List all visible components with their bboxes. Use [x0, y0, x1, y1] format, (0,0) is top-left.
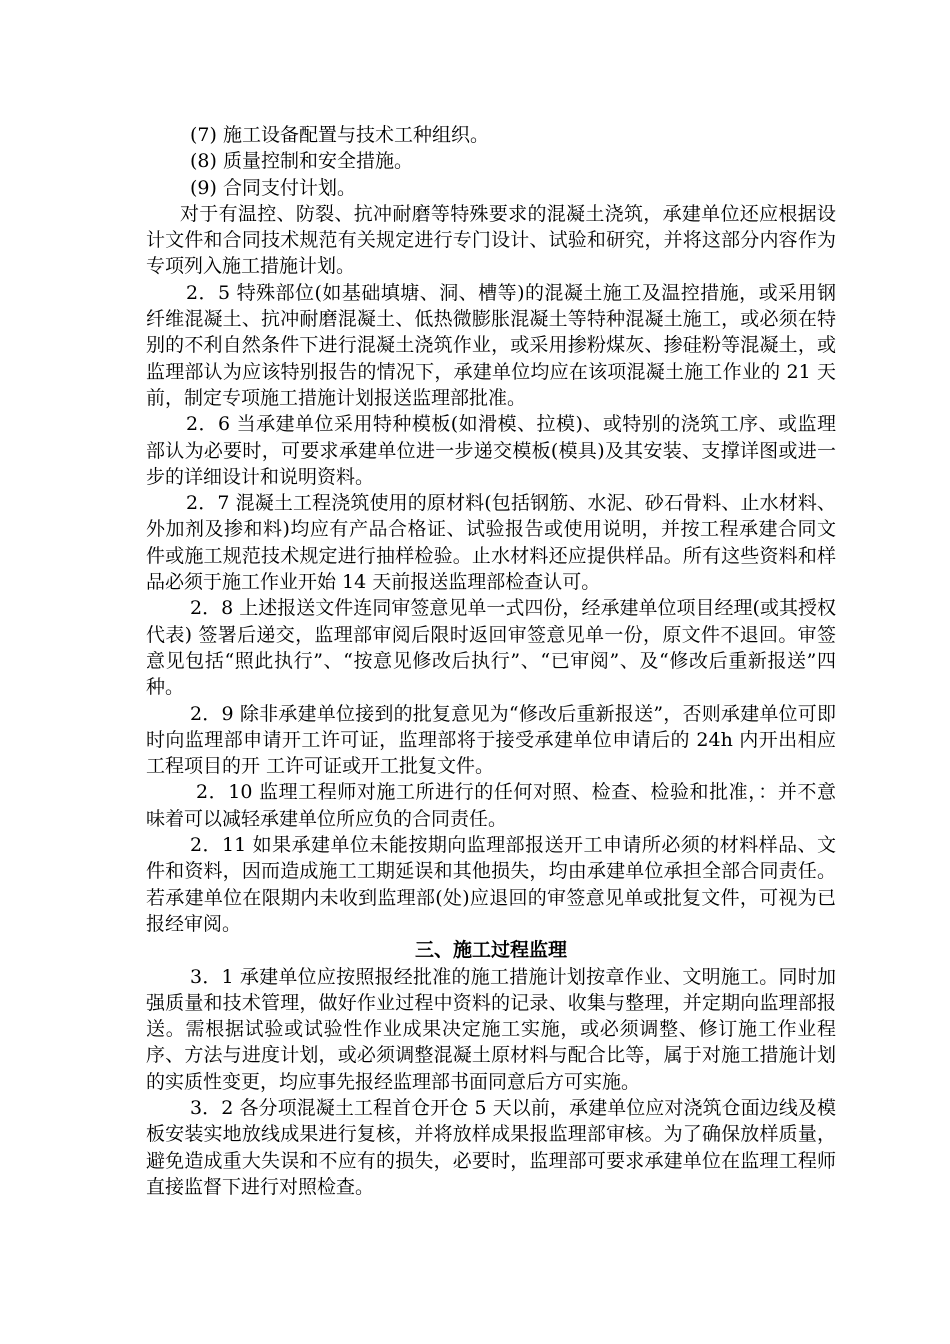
- list-item-8: (8) 质量控制和安全措施。: [190, 150, 413, 173]
- paragraph-2-7: 2．7 混凝土工程浇筑使用的原材料(包括钢筋、水泥、砂石骨料、止水材料、外加剂及掺和料)均应有产品合格证、试验报告或使用说明，并按工程承建合同文件或施工规范技术规定进行抽样检验。止水材料还应提供样品。所有这些资料和样品必须于施工作业开始 14 天前报送监理部检查认可。: [146, 492, 836, 594]
- list-item-7: (7) 施工设备配置与技术工种组织。: [190, 124, 489, 146]
- paragraph-2-6: 2．6 当承建单位采用特种模板(如滑模、拉模)、或特别的浇筑工序、或监理部认为必要时，可要求承建单位进一步递交模板(模具)及其安装、支撑详图或进一步的详细设计和说明资料。: [146, 413, 836, 488]
- paragraph-special-requirements: 对于有温控、防裂、抗冲耐磨等特殊要求的混凝土浇筑，承建单位还应根据设计文件和合同技术规范有关规定进行专门设计、试验和研究，并将这部分内容作为专项列入施工措施计划。: [146, 202, 836, 278]
- document-page: [146, 122, 836, 1200]
- paragraph-2-9: 2．9 除非承建单位接到的批复意见为“修改后重新报送”，否则承建单位可即时向监理部申请开工许可证，监理部将于接受承建单位申请后的 24h 内开出相应工程项目的开 工许可证或开工批复文件。: [146, 702, 836, 778]
- list-item-9: (9) 合同支付计划。: [190, 176, 356, 199]
- paragraph-2-10: 2．10 监理工程师对施工所进行的任何对照、检查、检验和批准，：并不意味着可以减轻承建单位所应负的合同责任。: [146, 781, 836, 830]
- paragraph-3-1: 3．1 承建单位应按照报经批准的施工措施计划按章作业、文明施工。同时加强质量和技术管理，做好作业过程中资料的记录、收集与整理，并定期向监理部报送。需根据试验或试验性作业成果决定施工实施，或必须调整、修订施工作业程序、方法与进度计划，或必须调整混凝土原材料与配合比等，属于对施工措施计划的实质性变更，均应事先报经监理部书面同意后方可实施。: [146, 965, 836, 1093]
- paragraph-2-8: 2．8 上述报送文件连同审签意见单一式四份，经承建单位项目经理(或其授权代表) 签署后递交，监理部审阅后限时返回审签意见单一份，原文件不退回。审签意见包括“照此执行”、“按意见修改后执行”、“已审阅”、及“修改后重新报送”四种。: [146, 597, 836, 699]
- paragraph-3-2: 3．2 各分项混凝土工程首仓开仓 5 天以前，承建单位应对浇筑仓面边线及模板安装实地放线成果进行复核，并将放样成果报监理部审核。为了确保放样质量，避免造成重大失误和不应有的损失，必要时，监理部可要求承建单位在监理工程师直接监督下进行对照检查。: [146, 1096, 836, 1198]
- paragraph-2-11: 2．11 如果承建单位未能按期向监理部报送开工申请所必须的材料样品、文件和资料，因而造成施工工期延误和其他损失，均由承建单位承担全部合同责任。 若承建单位在限期内未收到监理部(处)应退回的审签意见单或批复文件，可视为已报经审阅。: [146, 834, 836, 935]
- section-heading: 三、施工过程监理: [414, 939, 567, 962]
- paragraph-2-5: 2．5 特殊部位(如基础填塘、洞、槽等)的混凝土施工及温控措施，或采用钢纤维混凝土、抗冲耐磨混凝土、低热微膨胀混凝土等特种混凝土施工，或必须在特别的不利自然条件下进行混凝土浇筑作业，或采用掺粉煤灰、掺硅粉等混凝土，或监理部认为应该特别报告的情况下，承建单位均应在该项混凝土施工作业的 21 天前，制定专项施工措施计划报送监理部批准。: [146, 281, 836, 409]
